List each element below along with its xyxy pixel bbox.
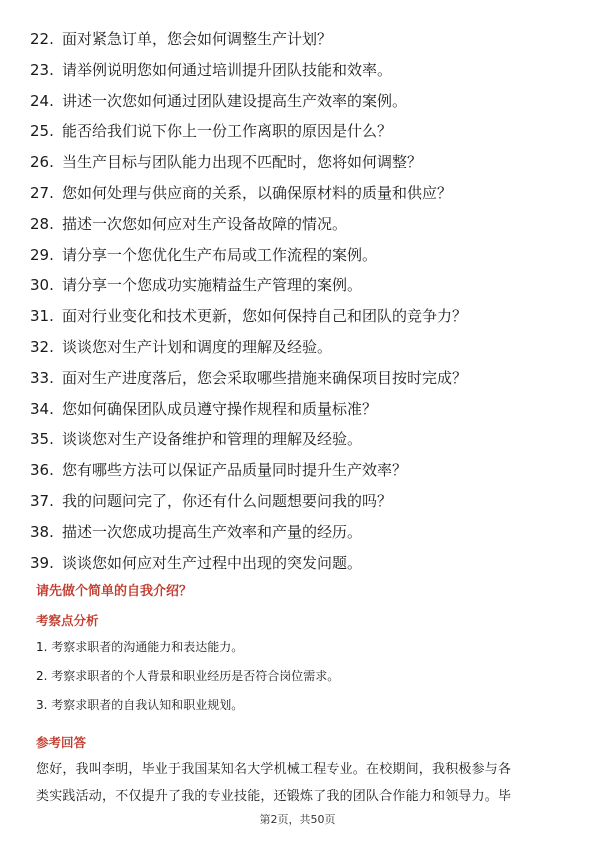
analysis-item: 1. 考察求职者的沟通能力和表达能力。 <box>36 640 244 654</box>
question-number: 25. <box>30 122 54 141</box>
question-number: 28. <box>30 214 54 233</box>
question-item <box>30 550 570 581</box>
question-number: 24. <box>30 91 54 110</box>
question-list <box>30 26 570 580</box>
question-item <box>30 488 570 519</box>
question-text: 讲述一次您如何通过团队建设提高生产效率的案例。 <box>62 91 408 110</box>
question-text: 您如何确保团队成员遵守操作规程和质量标准？ <box>62 399 378 418</box>
question-number: 36. <box>30 461 54 480</box>
question-text: 能否给我们说下你上一份工作离职的原因是什么？ <box>62 122 393 141</box>
question-item <box>30 426 570 457</box>
question-number: 38. <box>30 522 54 541</box>
question-item <box>30 396 570 427</box>
question-item <box>30 211 570 242</box>
question-text: 您有哪些方法可以保证产品质量同时提升生产效率？ <box>62 461 408 480</box>
question-text: 谈谈您对生产设备维护和管理的理解及经验。 <box>62 430 363 449</box>
question-item <box>30 26 570 57</box>
question-number: 35. <box>30 430 54 449</box>
section-question-title: 请先做个简单的自我介绍？ <box>36 584 193 599</box>
question-number: 39. <box>30 553 54 572</box>
question-item <box>30 365 570 396</box>
question-text: 描述一次您如何应对生产设备故障的情况。 <box>62 214 348 233</box>
question-text: 请举例说明您如何通过培训提升团队技能和效率。 <box>62 60 393 79</box>
analysis-heading: 考察点分析 <box>36 613 99 628</box>
question-number: 33. <box>30 368 54 387</box>
question-number: 32. <box>30 337 54 356</box>
question-item <box>30 57 570 88</box>
question-text: 谈谈您如何应对生产过程中出现的突发问题。 <box>62 553 363 572</box>
question-item <box>30 334 570 365</box>
answer-paragraph <box>36 756 566 810</box>
question-number: 34. <box>30 399 54 418</box>
question-text: 面对生产进度落后，您会采取哪些措施来确保项目按时完成？ <box>62 368 468 387</box>
question-text: 您如何处理与供应商的关系，以确保原材料的质量和供应？ <box>62 183 453 202</box>
question-item <box>30 180 570 211</box>
question-text: 面对行业变化和技术更新，您如何保持自己和团队的竞争力？ <box>62 307 468 326</box>
question-text: 请分享一个您优化生产布局或工作流程的案例。 <box>62 245 378 264</box>
answer-line: 您好，我叫李明，毕业于我国某知名大学机械工程专业。在校期间，我积极参与各 <box>36 762 512 777</box>
question-number: 31. <box>30 307 54 326</box>
question-item <box>30 149 570 180</box>
question-text: 请分享一个您成功实施精益生产管理的案例。 <box>62 276 363 295</box>
question-item <box>30 272 570 303</box>
question-item <box>30 242 570 273</box>
answer-line: 类实践活动，不仅提升了我的专业技能，还锻炼了我的团队合作能力和领导力。毕 <box>36 789 512 804</box>
analysis-item: 3. 考察求职者的自我认知和职业规划。 <box>36 698 244 712</box>
question-number: 23. <box>30 60 54 79</box>
analysis-list <box>36 637 339 724</box>
question-item <box>30 118 570 149</box>
question-number: 30. <box>30 276 54 295</box>
question-item <box>30 519 570 550</box>
question-text: 描述一次您成功提高生产效率和产量的经历。 <box>62 522 363 541</box>
question-number: 29. <box>30 245 54 264</box>
question-item <box>30 303 570 334</box>
question-text: 当生产目标与团队能力出现不匹配时，您将如何调整？ <box>62 153 423 172</box>
question-number: 26. <box>30 153 54 172</box>
question-item <box>30 457 570 488</box>
analysis-item: 2. 考察求职者的个人背景和职业经历是否符合岗位需求。 <box>36 669 340 683</box>
page-footer: 第2页，共50页 <box>259 813 336 826</box>
question-number: 37. <box>30 491 54 510</box>
question-text: 我的问题问完了，你还有什么问题想要问我的吗？ <box>62 491 393 510</box>
answer-heading: 参考回答 <box>36 735 87 750</box>
question-item <box>30 88 570 119</box>
question-text: 面对紧急订单，您会如何调整生产计划？ <box>62 30 333 48</box>
question-number: 22. <box>30 30 54 48</box>
question-text: 谈谈您对生产计划和调度的理解及经验。 <box>62 337 333 356</box>
question-number: 27. <box>30 183 54 202</box>
